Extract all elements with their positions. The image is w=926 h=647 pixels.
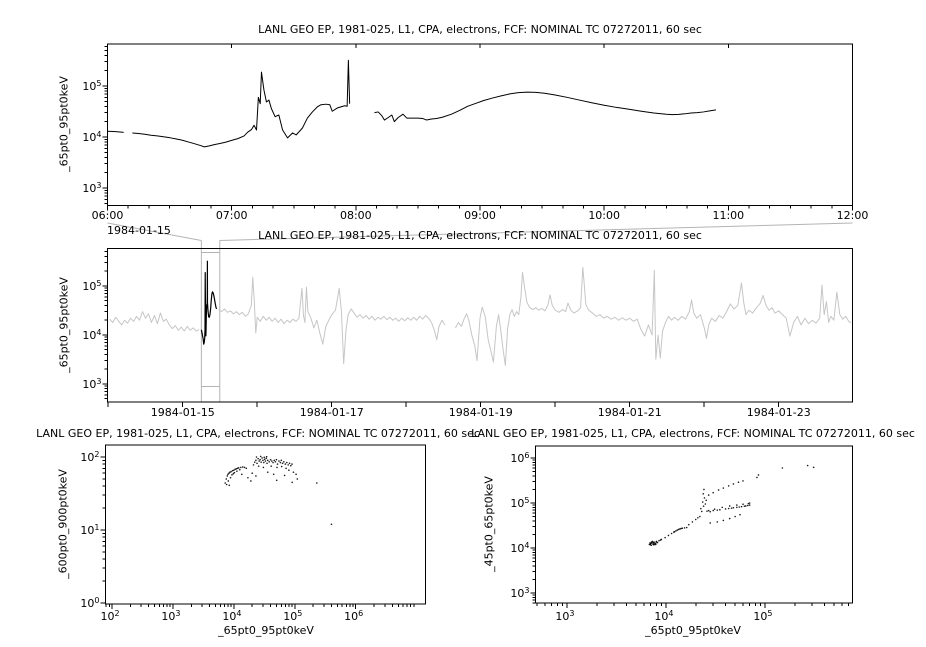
svg-text:1984-01-15: 1984-01-15 xyxy=(150,406,215,419)
svg-text:105: $10^5$ xyxy=(82,79,102,94)
panel2-ylabel: _65pt0_95pt0keV xyxy=(57,277,71,373)
svg-text:105: $10^5$ xyxy=(283,609,303,623)
panel4-tick-labels xyxy=(510,451,772,623)
panel4-plot-area[interactable] xyxy=(536,446,853,603)
panel2-series-overview[interactable] xyxy=(110,267,851,365)
svg-text:11:00: 11:00 xyxy=(712,209,745,222)
svg-text:105: $10^5$ xyxy=(510,496,530,511)
panel2-tick-labels xyxy=(82,279,810,419)
panel3-plot-area[interactable] xyxy=(106,445,426,604)
panel1-plot-area[interactable] xyxy=(108,44,853,206)
svg-text:104: $10^4$ xyxy=(82,327,102,342)
panel3-xlabel: _65pt0_95pt0keV xyxy=(218,624,314,637)
svg-text:105: $10^5$ xyxy=(753,609,773,623)
svg-text:105: $10^5$ xyxy=(82,278,102,293)
svg-text:104: $10^4$ xyxy=(510,540,530,555)
svg-text:12:00: 12:00 xyxy=(836,209,869,222)
panel3-title: LANL GEO EP, 1981-025, L1, CPA, electrons, FCF: NOMINAL TC 07272011, 60 sec xyxy=(36,427,480,440)
svg-text:08:00: 08:00 xyxy=(339,209,372,222)
panel1-date-label: 1984-01-15 xyxy=(107,224,171,237)
svg-text:09:00: 09:00 xyxy=(464,209,496,222)
panel1-title: LANL GEO EP, 1981-025, L1, CPA, electrons, FCF: NOMINAL TC 07272011, 60 sec xyxy=(258,23,702,36)
panel2-title: LANL GEO EP, 1981-025, L1, CPA, electrons, FCF: NOMINAL TC 07272011, 60 sec xyxy=(258,229,702,242)
svg-text:1984-01-19: 1984-01-19 xyxy=(448,406,513,419)
svg-text:103: $10^3$ xyxy=(555,609,575,623)
svg-text:103: $10^3$ xyxy=(82,181,102,196)
panel4-xlabel: _65pt0_95pt0keV xyxy=(645,624,741,637)
svg-text:1984-01-21: 1984-01-21 xyxy=(597,406,662,419)
svg-text:10:00: 10:00 xyxy=(588,209,621,222)
svg-text:106: $10^6$ xyxy=(510,451,530,466)
panel2-series-highlighted-interval[interactable] xyxy=(201,261,216,344)
panel4-scatter-points[interactable] xyxy=(649,465,815,546)
panel1-series-_65pt0_95pt0keV[interactable] xyxy=(108,60,716,147)
svg-text:104: $10^4$ xyxy=(82,130,102,145)
panel2-axes xyxy=(103,249,853,408)
svg-text:06:00: 06:00 xyxy=(91,209,124,222)
panel1-ylabel: _65pt0_95pt0keV xyxy=(57,76,71,172)
panel3-axes xyxy=(101,445,426,609)
panel3-tick-labels xyxy=(80,450,363,623)
svg-text:1984-01-17: 1984-01-17 xyxy=(299,406,364,419)
panel3-ylabel: _600pt0_900pt0keV xyxy=(56,469,70,579)
svg-text:104: $10^4$ xyxy=(222,609,242,623)
panel4-title: LANL GEO EP, 1981-025, L1, CPA, electrons, FCF: NOMINAL TC 07272011, 60 sec xyxy=(471,427,915,440)
svg-text:102: $10^2$ xyxy=(100,609,120,623)
panel4-ylabel: _45pt0_65pt0keV xyxy=(482,476,496,572)
panel4-axes xyxy=(531,446,853,608)
svg-text:1984-01-23: 1984-01-23 xyxy=(746,406,811,419)
svg-text:100: $10^0$ xyxy=(80,596,100,611)
svg-text:104: $10^4$ xyxy=(654,609,674,623)
svg-text:106: $10^6$ xyxy=(344,609,364,623)
svg-text:102: $10^2$ xyxy=(80,450,100,465)
svg-text:103: $10^3$ xyxy=(82,376,102,391)
panel1-tick-labels xyxy=(82,79,868,222)
panel1-axes xyxy=(103,44,853,211)
svg-text:07:00: 07:00 xyxy=(215,209,248,222)
svg-text:103: $10^3$ xyxy=(161,609,181,623)
svg-text:103: $10^3$ xyxy=(510,585,530,600)
svg-text:101: $10^1$ xyxy=(80,523,100,538)
overview-selection[interactable] xyxy=(108,223,853,402)
panel3-scatter-points[interactable] xyxy=(224,456,332,525)
